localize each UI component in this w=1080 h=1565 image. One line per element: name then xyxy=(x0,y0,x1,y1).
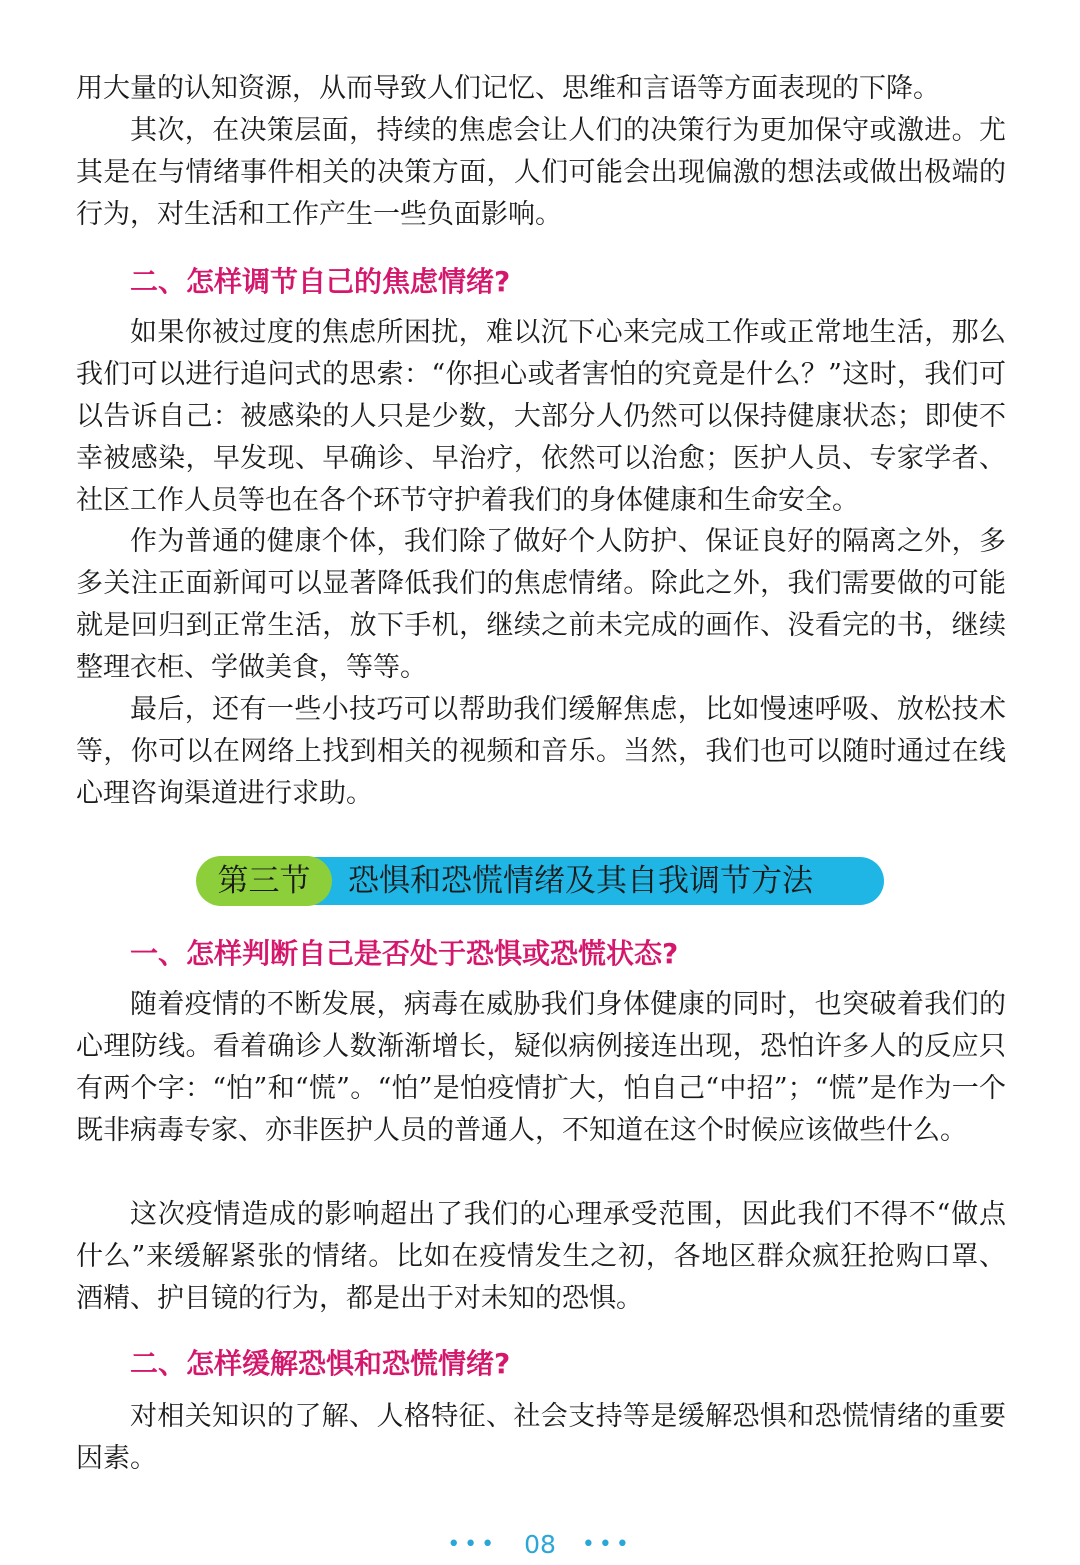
paragraph-epidemic-development: 随着疫情的不断发展，病毒在威胁我们身体健康的同时，也突破着我们的心理防线。看着确诊人数渐渐增长，疑似病例接连出现，恐怕许多人的反应只有两个字：“怕”和“慌”。“怕”是怕疫情扩大，怕自己“中招”；“慌”是作为一个既非病毒专家、亦非医护人员的普通人，不知道在这个时候应该做些什么。 xyxy=(76,989,1006,1146)
chapter-section-banner xyxy=(196,856,884,906)
paragraph-decision-impact: 其次，在决策层面，持续的焦虑会让人们的决策行为更加保守或激进。尤其是在与情绪事件相关的决策方面，人们可能会出现偏激的想法或做出极端的行为，对生活和工作产生一些负面影响。 xyxy=(76,115,1006,230)
paragraph-relaxation-tips: 最后，还有一些小技巧可以帮助我们缓解焦虑，比如慢速呼吸、放松技术等，你可以在网络上找到相关的视频和音乐。当然，我们也可以随时通过在线心理咨询渠道进行求助。 xyxy=(76,694,1006,809)
section-heading-fear-relief: 二、怎样缓解恐惧和恐慌情绪? xyxy=(130,1347,511,1380)
paragraph-relief-factors: 对相关知识的了解、人格特征、社会支持等是缓解恐惧和恐慌情绪的重要因素。 xyxy=(76,1401,1006,1474)
paragraph-healthy-individual: 作为普通的健康个体，我们除了做好个人防护、保证良好的隔离之外，多多关注正面新闻可以显著降低我们的焦虑情绪。除此之外，我们需要做的可能就是回归到正常生活，放下手机，继续之前未完成的画作、没看完的书，继续整理衣柜、学做美食，等等。 xyxy=(76,526,1006,683)
section-heading-fear-judgment: 一、怎样判断自己是否处于恐惧或恐慌状态? xyxy=(130,937,679,970)
section-heading-anxiety-regulation: 二、怎样调节自己的焦虑情绪? xyxy=(130,265,511,298)
paragraph-continuation: 用大量的认知资源，从而导致人们记忆、思维和言语等方面表现的下降。 xyxy=(76,73,940,104)
banner-section-title: 恐惧和恐慌情绪及其自我调节方法 xyxy=(348,863,813,899)
paragraph-questioning: 如果你被过度的焦虑所困扰，难以沉下心来完成工作或正常地生活，那么我们可以进行追问式的思索：“你担心或者害怕的究竟是什么？”这时，我们可以告诉自己：被感染的人只是少数，大部分人仍然可以保持健康状态；即使不幸被感染，早发现、早确诊、早治疗，依然可以治愈；医护人员、专家学者、社区工作人员等也在各个环节守护着我们的身体健康和生命安全。 xyxy=(76,317,1006,516)
page-number: 08 xyxy=(524,1530,556,1559)
footer-right-dots: ••• xyxy=(581,1532,633,1557)
page-footer xyxy=(0,1524,1080,1564)
banner-section-number: 第三节 xyxy=(217,863,311,899)
footer-left-dots: ••• xyxy=(447,1532,499,1557)
paragraph-panic-buying: 这次疫情造成的影响超出了我们的心理承受范围，因此我们不得不“做点什么”来缓解紧张的情绪。比如在疫情发生之初，各地区群众疯狂抢购口罩、酒精、护目镜的行为，都是出于对未知的恐惧。 xyxy=(76,1199,1006,1314)
